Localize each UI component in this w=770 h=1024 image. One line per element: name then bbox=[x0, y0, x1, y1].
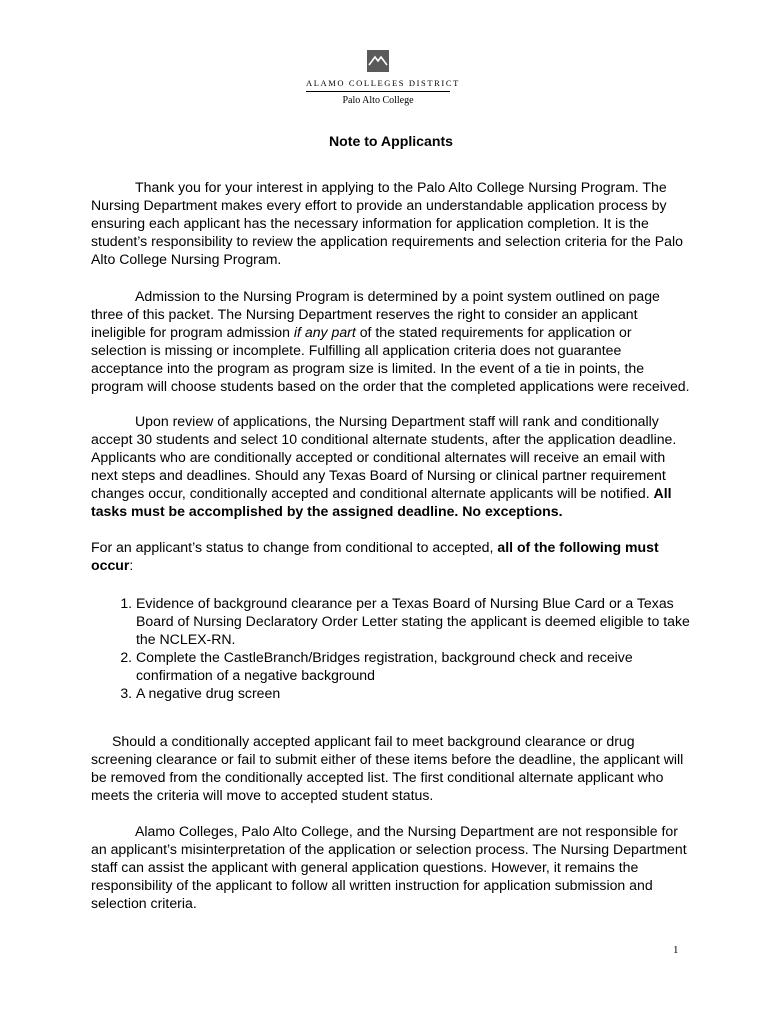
status-change-colon: : bbox=[129, 557, 134, 573]
page-number: 1 bbox=[673, 944, 679, 956]
disclaimer-paragraph: Alamo Colleges, Palo Alto College, and the Nursing Department are not responsible for an applicant’s misinterpretation of the application or selection process. The Nursing Department staff can assist the applicant with general application questions. However, it remains the responsibility of the applicant to follow all written instruction for application submission and selection criteria. bbox=[91, 823, 687, 911]
status-change-paragraph bbox=[91, 538, 691, 574]
logo-divider bbox=[306, 91, 450, 92]
admission-italic-text: if any part bbox=[293, 324, 356, 340]
district-name: ALAMO COLLEGES DISTRICT bbox=[306, 78, 460, 88]
college-name: Palo Alto College bbox=[342, 95, 414, 106]
admission-text-end: of the stated requirements for application or selection is missing or incomplete. Fulfilling all application criteria does not guarantee acceptance into the program as program size is limited. In the event of a tie in points, the program will choose students based on the order that the completed applications were received. bbox=[91, 324, 690, 394]
college-logo bbox=[306, 50, 460, 106]
document-body bbox=[91, 132, 691, 912]
logo-mark-icon bbox=[367, 50, 389, 72]
admission-paragraph bbox=[91, 287, 691, 395]
intro-paragraph: Thank you for your interest in applying to the Palo Alto College Nursing Program. The Nursing Department makes every effort to provide an understandable application process by ensuring each applicant has the necessary information for application completion. It is the student’s responsibility to review the application requirements and selection criteria for the Palo Alto College Nursing Program. bbox=[91, 179, 683, 267]
removal-paragraph: Should a conditionally accepted applicant fail to meet background clearance or drug screening clearance or fail to submit either of these items before the deadline, the applicant will be removed from the conditionally accepted list. The first conditional alternate applicant who meets the criteria will move to accepted student status. bbox=[91, 733, 684, 803]
status-change-bold: all of the following must occur bbox=[91, 539, 659, 573]
page-title: Note to Applicants bbox=[329, 133, 453, 149]
admission-text-start: Admission to the Nursing Program is determined by a point system outlined on page three of this packet. The Nursing Department reserves the right to consider an applicant ineligible for program admission bbox=[91, 288, 660, 340]
list-item: 3. A negative drug screen bbox=[136, 684, 691, 702]
list-item: 2. Complete the CastleBranch/Bridges registration, background check and receive confirmation of a negative background bbox=[136, 648, 691, 684]
deadline-notice: All tasks must be accomplished by the assigned deadline. No exceptions. bbox=[91, 485, 672, 519]
status-change-text: For an applicant’s status to change from conditional to accepted, bbox=[91, 539, 498, 555]
requirements-list bbox=[91, 594, 691, 702]
review-paragraph bbox=[91, 412, 691, 520]
review-text: Upon review of applications, the Nursing Department staff will rank and conditionally accept 30 students and select 10 conditional alternate students, after the application deadline. Applicants who are conditionally accepted or conditional alternates will receive an email with next steps and deadlines. Should any Texas Board of Nursing or clinical partner requirement changes occur, conditionally accepted and conditional alternate applicants will be notified. bbox=[91, 413, 677, 501]
list-item: 1. Evidence of background clearance per a Texas Board of Nursing Blue Card or a Texas Board of Nursing Declaratory Order Letter stating the applicant is deemed eligible to take the NCLEX-RN. bbox=[136, 594, 691, 648]
